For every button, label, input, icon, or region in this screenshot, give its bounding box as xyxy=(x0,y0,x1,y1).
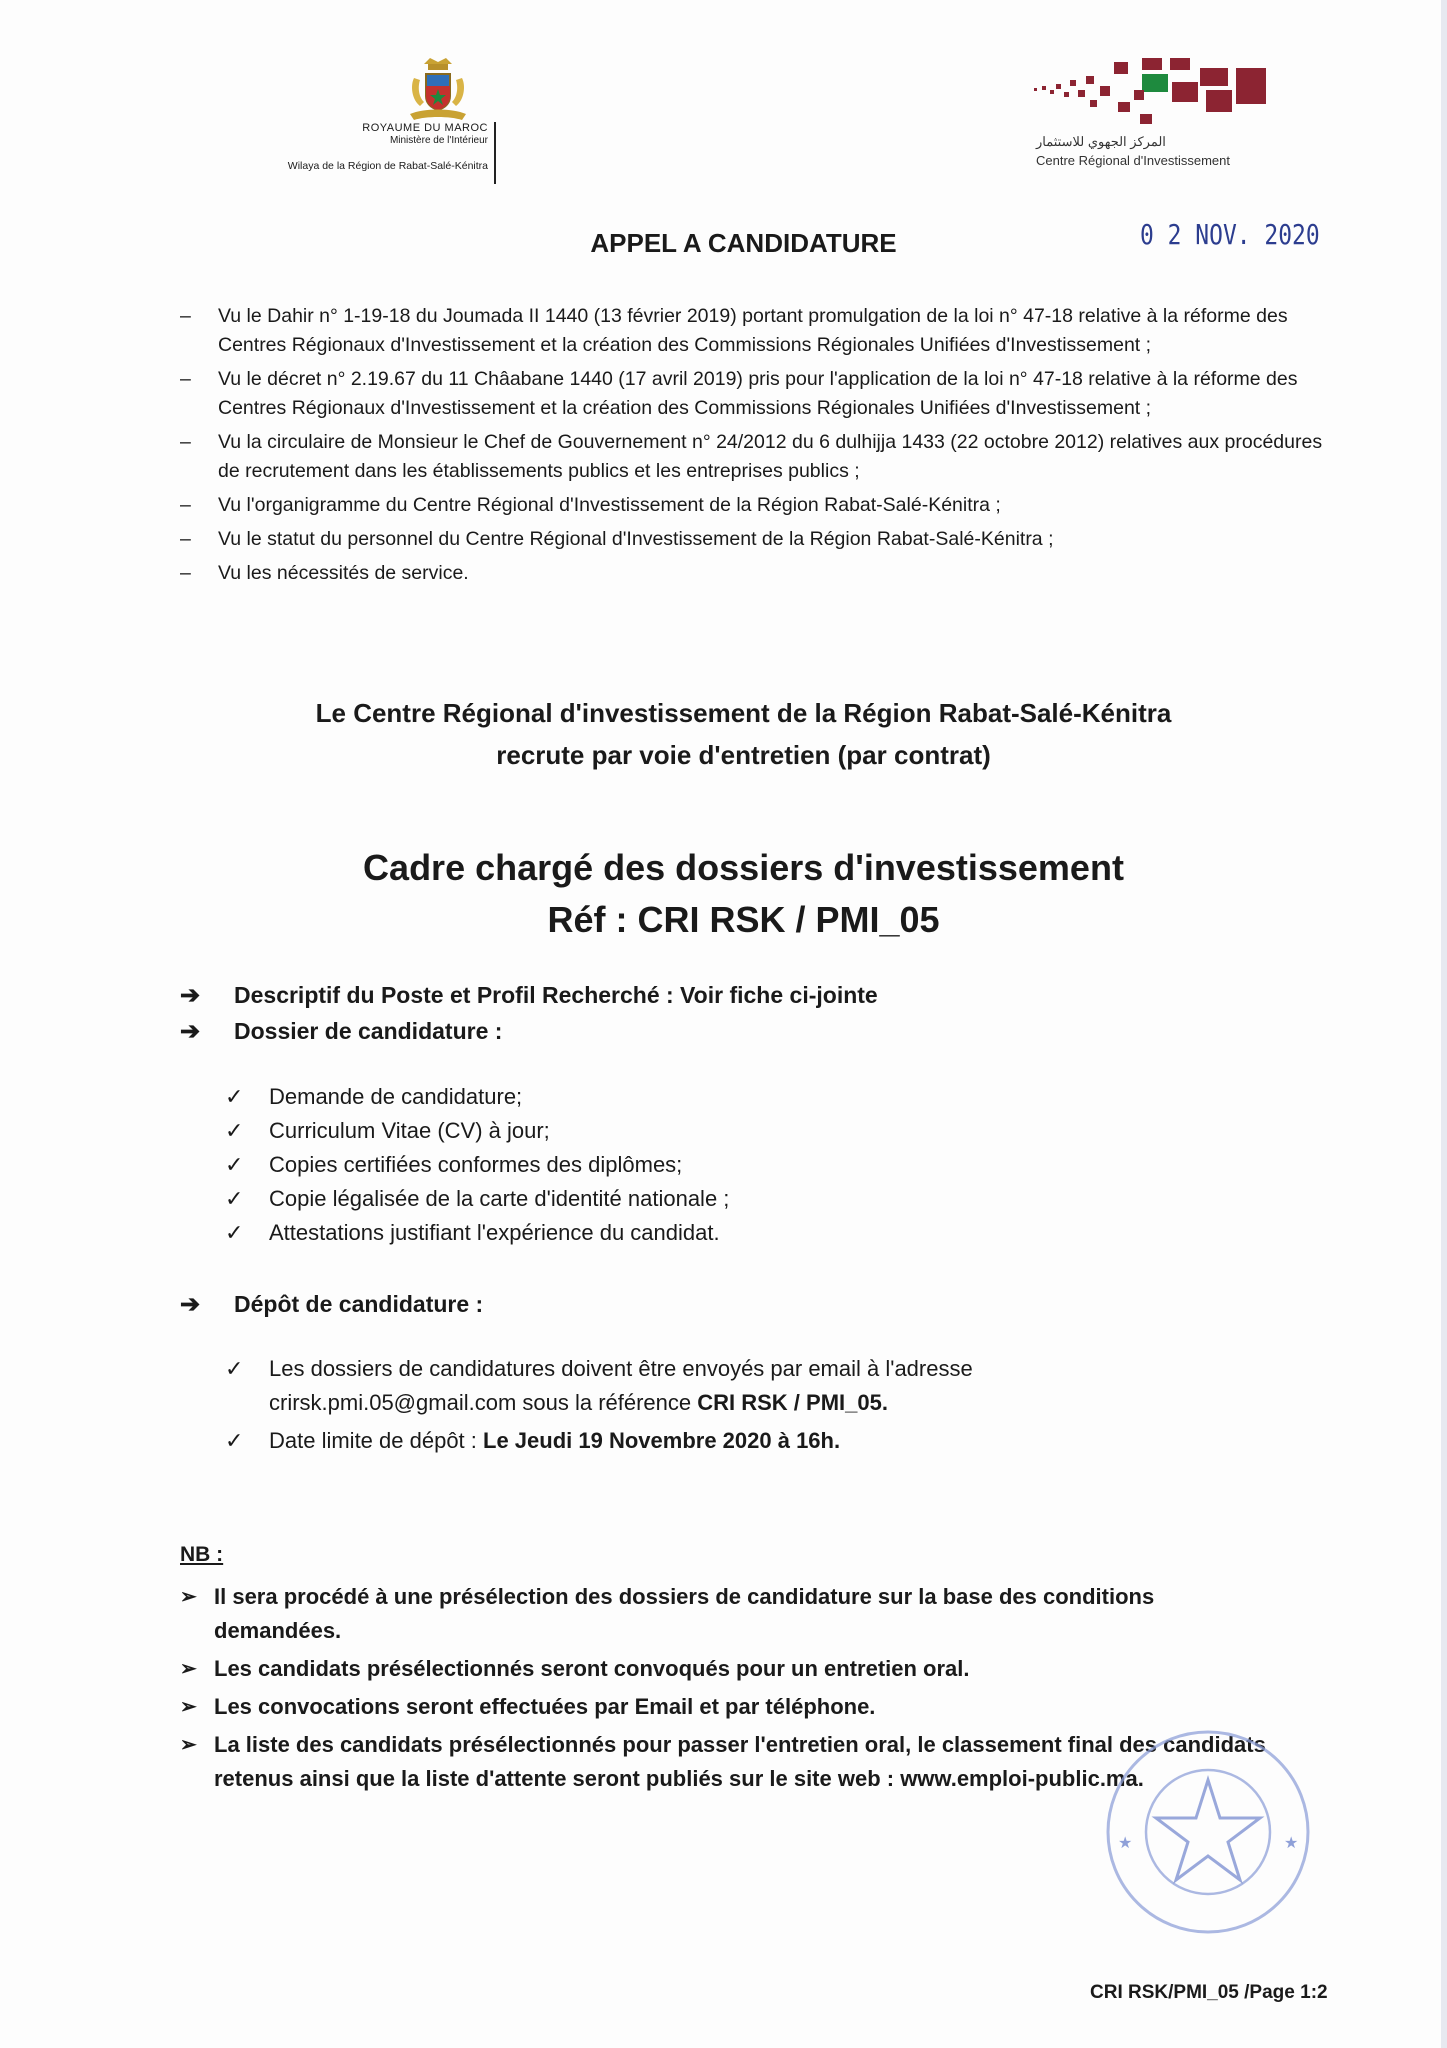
cri-logo xyxy=(1030,56,1320,176)
post-title: Cadre chargé des dossiers d'investissement xyxy=(363,847,1124,888)
post-reference: Réf : CRI RSK / PMI_05 xyxy=(547,899,940,940)
list-item: – Vu le décret n° 2.19.67 du 11 Châabane 1440 (17 avril 2019) pris pour l'application de la loi n° 47-18 relative à la réforme des Centres Régionaux d'Investissement et la création des Commissions Régionales Unifiées d'Investissement ; xyxy=(180,368,1298,419)
ministry-label: Ministère de l'Intérieur xyxy=(389,135,488,146)
checkmark-icon: ✓ xyxy=(225,1186,244,1211)
recruitment-heading xyxy=(0,692,1447,776)
date-stamp: 0 2 NOV. 2020 xyxy=(1140,218,1320,251)
list-item: – Vu le Dahir n° 1-19-18 du Joumada II 1440 (13 février 2019) portant promulgation de la loi n° 47-18 relative à la réforme des Centres Régionaux d'Investissement et la création des Commissions Régionales Unifiées d'Investissement ; xyxy=(180,305,1288,356)
depot-section xyxy=(180,1290,483,1319)
dossier-checklist xyxy=(225,1080,729,1250)
kingdom-label: ROYAUME DU MAROC xyxy=(362,122,488,134)
list-item: ✓ Attestations justifiant l'expérience du candidat. xyxy=(225,1216,729,1250)
checkmark-icon: ✓ xyxy=(225,1084,244,1109)
deadline-label: Date limite de dépôt : xyxy=(269,1428,484,1453)
triangle-bullet-icon: ➢ xyxy=(180,1696,197,1718)
page-edge xyxy=(1441,0,1447,2048)
recruitment-line-2: recrute par voie d'entretien (par contrat) xyxy=(496,740,991,770)
list-item: ✓ Copie légalisée de la carte d'identité nationale ; xyxy=(225,1182,729,1216)
nb-label: NB : xyxy=(180,1543,224,1566)
cri-french-label: Centre Régional d'Investissement xyxy=(1036,153,1230,168)
list-item: ✓ Curriculum Vitae (CV) à jour; xyxy=(225,1114,729,1148)
triangle-bullet-icon: ➢ xyxy=(180,1586,197,1608)
list-item: ➢ Il sera procédé à une présélection des dossiers de candidature sur la base des conditions demandées. xyxy=(180,1580,1270,1648)
post-heading xyxy=(0,842,1447,946)
document-title: APPEL A CANDIDATURE xyxy=(590,228,897,258)
list-item xyxy=(225,1352,1225,1420)
checkmark-icon: ✓ xyxy=(225,1220,244,1245)
deadline-value: Le Jeudi 19 Novembre 2020 à 16h. xyxy=(483,1428,841,1453)
list-item: – Vu la circulaire de Monsieur le Chef de Gouvernement n° 24/2012 du 6 dulhijja 1433 (22 octobre 2012) relatives aux procédures de recrutement dans les établissements publics et les entreprises publics ; xyxy=(180,431,1323,482)
list-item: ➢ Les convocations seront effectuées par Email et par téléphone. xyxy=(180,1690,1270,1724)
recruitment-line-1: Le Centre Régional d'investissement de la Région Rabat-Salé-Kénitra xyxy=(315,698,1172,728)
email-instructions: Les dossiers de candidatures doivent être envoyés par email à l'adresse crirsk.pmi.05@gmail.com sous la référence xyxy=(269,1356,973,1415)
svg-text:★: ★ xyxy=(1284,1833,1299,1852)
list-item: – Vu les nécessités de service. xyxy=(180,562,469,584)
descriptif-label: Descriptif du Poste et Profil Recherché : Voir fiche ci-jointe xyxy=(234,982,878,1008)
triangle-bullet-icon: ➢ xyxy=(180,1658,197,1680)
list-item: – Vu l'organigramme du Centre Régional d'Investissement de la Région Rabat-Salé-Kénitra ; xyxy=(180,494,1001,516)
header-divider xyxy=(494,122,496,184)
arrow-right-icon: ➔ xyxy=(180,1018,201,1045)
list-item: – Vu le statut du personnel du Centre Régional d'Investissement de la Région Rabat-Salé-Kénitra ; xyxy=(180,528,1054,550)
depot-checklist xyxy=(225,1352,1225,1462)
checkmark-icon: ✓ xyxy=(225,1428,244,1453)
list-item: ➢ La liste des candidats présélectionnés pour passer l'entretien oral, le classement final des candidats retenus ainsi que la liste d'attente seront publiés sur le site web : www.emploi-public.ma. xyxy=(180,1728,1270,1796)
triangle-bullet-icon: ➢ xyxy=(180,1734,197,1756)
royal-crest-icon xyxy=(400,56,476,122)
dossier-section xyxy=(180,1017,502,1046)
descriptif-section xyxy=(180,981,878,1010)
list-item xyxy=(225,1424,1225,1458)
list-item: ✓ Copies certifiées conformes des diplômes; xyxy=(225,1148,729,1182)
official-seal-icon xyxy=(1098,1722,1318,1942)
list-item: ✓ Demande de candidature; xyxy=(225,1080,729,1114)
checkmark-icon: ✓ xyxy=(225,1118,244,1143)
checkmark-icon: ✓ xyxy=(225,1152,244,1177)
email-reference: CRI RSK / PMI_05. xyxy=(697,1390,888,1415)
list-item: ➢ Les candidats présélectionnés seront convoqués pour un entretien oral. xyxy=(180,1652,1270,1686)
legal-references-list xyxy=(180,302,1340,593)
wilaya-label: Wilaya de la Région de Rabat-Salé-Kénitra xyxy=(287,160,488,172)
depot-label: Dépôt de candidature : xyxy=(234,1291,484,1317)
cri-arabic-label: المركز الجهوي للاستثمار xyxy=(1036,134,1166,149)
dossier-label: Dossier de candidature : xyxy=(234,1018,503,1044)
arrow-right-icon: ➔ xyxy=(180,982,201,1009)
page-footer: CRI RSK/PMI_05 /Page 1:2 xyxy=(1090,1982,1328,2003)
arrow-right-icon: ➔ xyxy=(180,1291,201,1318)
cri-logo-icon xyxy=(1030,56,1320,132)
checkmark-icon: ✓ xyxy=(225,1356,244,1381)
svg-text:★: ★ xyxy=(1118,1833,1133,1852)
